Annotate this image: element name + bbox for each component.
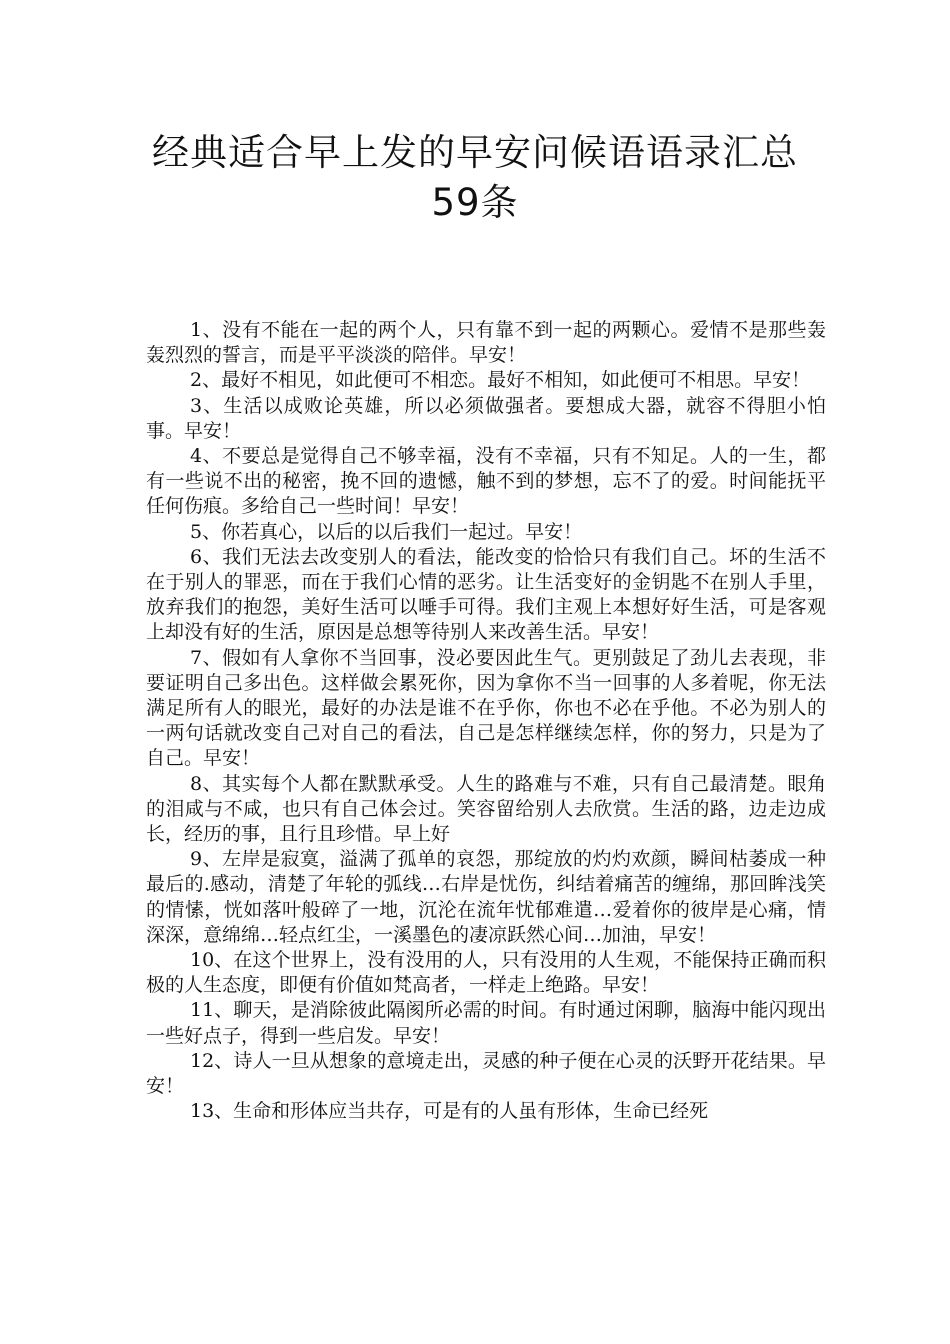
- paragraph: 11、聊天，是消除彼此隔阂所必需的时间。有时通过闲聊，脑海中能闪现出一些好点子，得到一些启发。早安！: [146, 999, 826, 1047]
- title-line-1: 经典适合早上发的早安问候语语录汇总: [152, 131, 798, 174]
- paragraph: 9、左岸是寂寞，溢满了孤单的哀怨，那绽放的灼灼欢颜，瞬间枯萎成一种最后的.感动，清楚了年轮的弧线…右岸是忧伤，纠结着痛苦的缠绵，那回眸浅笑的情愫，恍如落叶般碎了一地，沉沦在流年忧郁难遣…爱着你的彼岸是心痛，情深深，意绵绵…轻点红尘，一溪墨色的凄凉跃然心间…加油，早安！: [146, 848, 826, 946]
- paragraph: 7、假如有人拿你不当回事，没必要因此生气。更别鼓足了劲儿去表现，非要证明自己多出色。这样做会累死你，因为拿你不当一回事的人多着呢，你无法满足所有人的眼光，最好的办法是谁不在乎你，你也不必在乎他。不必为别人的一两句话就改变自己对自己的看法，自己是怎样继续怎样，你的努力，只是为了自己。早安！: [146, 646, 826, 770]
- paragraph: 8、其实每个人都在默默承受。人生的路难与不难，只有自己最清楚。眼角的泪咸与不咸，也只有自己体会过。笑容留给别人去欣赏。生活的路，边走边成长，经历的事，且行且珍惜。早上好: [146, 772, 826, 846]
- paragraph: 10、在这个世界上，没有没用的人，只有没用的人生观，不能保持正确而积极的人生态度，即便有价值如梵高者，一样走上绝路。早安！: [146, 949, 826, 997]
- paragraph: 6、我们无法去改变别人的看法，能改变的恰恰只有我们自己。坏的生活不在于别人的罪恶，而在于我们心情的恶劣。让生活变好的金钥匙不在别人手里，放弃我们的抱怨，美好生活可以唾手可得。我们主观上本想好好生活，可是客观上却没有好的生活，原因是总想等待别人来改善生活。早安！: [146, 545, 826, 644]
- paragraph: 2、最好不相见，如此便可不相恋。最好不相知，如此便可不相思。早安！: [190, 369, 811, 392]
- document-title: [100, 128, 850, 228]
- document-body: [146, 318, 826, 1125]
- paragraph: 12、诗人一旦从想象的意境走出，灵感的种子便在心灵的沃野开花结果。早安！: [146, 1049, 826, 1098]
- title-line-2: 59条: [431, 181, 519, 224]
- paragraph: 4、不要总是觉得自己不够幸福，没有不幸福，只有不知足。人的一生，都有一些说不出的秘密，挽不回的遗憾，触不到的梦想，忘不了的爱。时间能抚平任何伤痕。多给自己一些时间！早安！: [146, 445, 826, 518]
- paragraph: 5、你若真心，以后的以后我们一起过。早安！: [190, 520, 583, 543]
- paragraph: 1、没有不能在一起的两个人，只有靠不到一起的两颗心。爱情不是那些轰轰烈烈的誓言，而是平平淡淡的陪伴。早安！: [146, 319, 826, 367]
- paragraph: 13、生命和形体应当共存，可是有的人虽有形体，生命已经死: [190, 1100, 709, 1123]
- paragraph: 3、生活以成败论英雄，所以必须做强者。要想成大器，就容不得胆小怕事。早安！: [146, 394, 826, 442]
